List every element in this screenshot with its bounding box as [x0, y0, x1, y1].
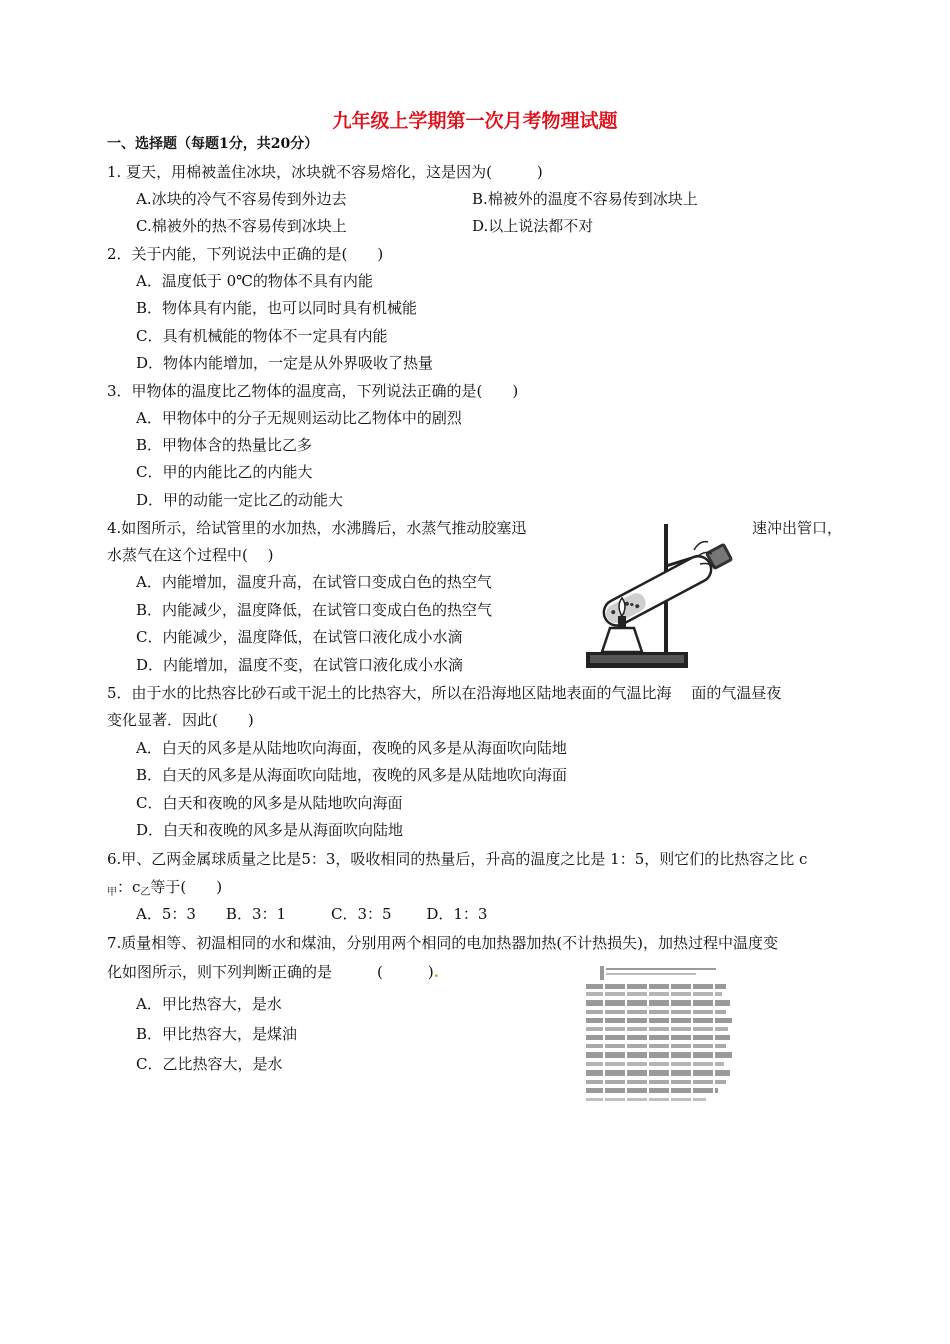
- q6-options: A．5：3 B．3：1 C．3：5 D．1：3: [136, 905, 488, 923]
- q4-stem-part1: 4.如图所示，给试管里的水加热，水沸腾后，水蒸气推动胶塞迅: [107, 519, 527, 537]
- q2-option-c: C．具有机械能的物体不一定具有内能: [136, 327, 388, 345]
- q2-option-d: D．物体内能增加，一定是从外界吸收了热量: [136, 354, 434, 372]
- q2-stem: 2．关于内能，下列说法中正确的是( ): [107, 245, 384, 263]
- q4-stem-part2: 速冲出管口，: [752, 519, 843, 537]
- q4-option-c: C．内能减少，温度降低，在试管口液化成小水滴: [136, 628, 463, 646]
- test-tube: [599, 552, 715, 630]
- q5-option-c: C．白天和夜晚的风多是从陆地吹向海面: [136, 794, 403, 812]
- q6-sub-jia: 甲: [107, 887, 117, 898]
- q7-stem-line2-text: 化如图所示，则下列判断正确的是 ( ): [107, 963, 434, 981]
- q7-stem-line1: 7.质量相等、初温相同的水和煤油，分别用两个相同的电加热器加热(不计热损失)，加热过程中温度变: [107, 934, 779, 952]
- q2-option-a: A．温度低于 0℃的物体不具有内能: [136, 272, 373, 290]
- q4-stem-line2: 水蒸气在这个过程中( ): [107, 546, 274, 564]
- q4-option-d: D．内能增加，温度不变，在试管口液化成小水滴: [136, 656, 464, 674]
- q7-option-a: A．甲比热容大，是水: [136, 995, 282, 1013]
- q3-option-a: A．甲物体中的分子无规则运动比乙物体中的剧烈: [136, 409, 462, 427]
- q1-option-b: B.棉被外的温度不容易传到冰块上: [472, 190, 698, 208]
- q1-option-c: C.棉被外的热不容易传到冰块上: [136, 217, 347, 235]
- q3-stem: 3．甲物体的温度比乙物体的温度高，下列说法正确的是( ): [107, 382, 519, 400]
- q3-option-b: B．甲物体含的热量比乙多: [136, 436, 313, 454]
- q6-sub-yi: 乙: [140, 887, 151, 898]
- q1-option-a: A.冰块的冷气不容易传到外边去: [136, 190, 347, 208]
- q1-option-d: D.以上说法都不对: [472, 217, 594, 235]
- q2-option-b: B．物体具有内能，也可以同时具有机械能: [136, 299, 418, 317]
- q3-option-d: D．甲的动能一定比乙的动能大: [136, 491, 344, 509]
- q3-option-c: C．甲的内能比乙的内能大: [136, 463, 313, 481]
- q5-stem-line1: 5．由于水的比热容比砂石或干泥土的比热容大，所以在沿海地区陆地表面的气温比海 面的气温昼夜: [107, 684, 782, 702]
- q7-option-c: C．乙比热容大，是水: [136, 1055, 283, 1073]
- q6-stem-line1: 6.甲、乙两金属球质量之比是5：3，吸收相同的热量后，升高的温度之比是 1：5，则它们的比热容之比 c: [107, 850, 808, 868]
- q5-option-b: B．白天的风多是从海面吹向陆地，夜晚的风多是从陆地吹向海面: [136, 766, 568, 784]
- q7-stem-line2: [107, 962, 439, 982]
- q5-option-d: D．白天和夜晚的风多是从海面吹向陆地: [136, 821, 404, 839]
- q6-mid: ：c: [117, 878, 141, 896]
- q4-option-a: A．内能增加，温度升高，在试管口变成白色的热空气: [136, 573, 492, 591]
- flame: [619, 598, 625, 616]
- q4-option-b: B．内能减少，温度降低，在试管口变成白色的热空气: [136, 601, 493, 619]
- q7-dot: .: [433, 963, 439, 981]
- q6-tail: 等于( ): [150, 878, 223, 896]
- test-tube-apparatus-figure: [580, 516, 745, 676]
- temperature-graph-figure: [582, 962, 734, 1110]
- page-title: 九年级上学期第一次月考物理试题: [332, 110, 618, 132]
- q1-stem: 1. 夏天，用棉被盖住冰块，冰块就不容易熔化，这是因为( ): [107, 163, 543, 181]
- alcohol-lamp: [602, 628, 642, 652]
- q5-option-a: A．白天的风多是从陆地吹向海面，夜晚的风多是从海面吹向陆地: [136, 739, 567, 757]
- q7-option-b: B．甲比热容大，是煤油: [136, 1025, 298, 1043]
- section-heading: 一、选择题（每题1分，共20分）: [107, 136, 319, 152]
- q5-stem-line2: 变化显著．因此( ): [107, 711, 254, 729]
- q6-stem-line2: [107, 877, 222, 903]
